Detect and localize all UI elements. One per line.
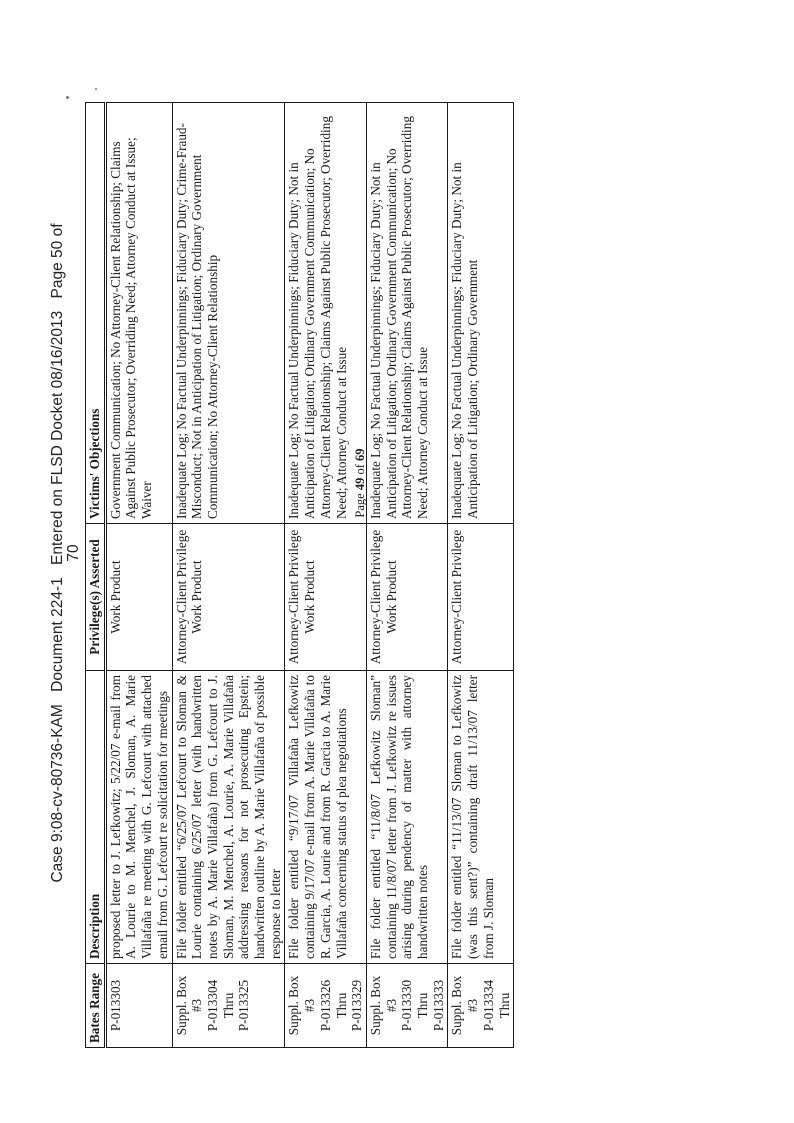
page-total-footer: 69	[353, 448, 367, 461]
scan-speck	[66, 96, 69, 99]
bates-range-cell	[448, 964, 514, 1048]
bates-range-cell	[172, 964, 285, 1048]
bates-range-cell	[105, 964, 172, 1048]
column-header-victims-objections: Victims' Objections	[86, 103, 106, 524]
privilege-cell	[172, 524, 285, 671]
page-of-label: Page 50 of	[49, 223, 66, 299]
table-row	[172, 103, 285, 1048]
bates-line: P-013304	[204, 979, 220, 1032]
description-cell: File folder entitled “6/25/07 Lefcourt to Sloman & Lourie containing 6/25/07 letter (with handwritten notes by A. Marie Villafaña) from G. Lefcourt to J. Sloman, M. Menchel, A. Lourie, A. Marie Villafaña addressing reasons for not prosecuting Epstein; handwritten outline by A. Marie Villafaña of possible response to letter	[172, 671, 285, 964]
bates-line: Thru	[496, 992, 512, 1019]
privilege-cell	[448, 524, 514, 671]
bates-line: P-013329	[349, 979, 365, 1032]
privilege-line: Work Product	[302, 560, 318, 634]
objections-cell: Inadequate Log; No Factual Underpinnings; Fiduciary Duty; Not in Anticipation of Litigation; Ordinary Government	[448, 103, 514, 524]
privilege-line: Work Product	[383, 560, 399, 634]
description-cell: File folder entitled “11/8/07 Lefkowitz Sloman” containing 11/8/07 letter from J. Lefkowitz re issues arising during pendency of matter with attorney handwritten notes	[366, 671, 448, 964]
bates-range-cell	[366, 964, 448, 1048]
bates-line: Thru	[333, 992, 349, 1019]
of-word: of	[353, 464, 367, 475]
docket-header-stamp	[50, 213, 82, 893]
table-row	[285, 103, 367, 1048]
bates-line: Suppl. Box #3	[449, 975, 481, 1036]
objections-cell: Inadequate Log; No Factual Underpinnings; Fiduciary Duty; Crime-Fraud-Misconduct; Not in Anticipation of Litigation; Ordinary Government Communication; No Attorney-Client Relationship	[172, 103, 285, 524]
table-row	[448, 103, 514, 1048]
column-header-description: Description	[86, 671, 106, 964]
page-word: Page	[353, 493, 367, 518]
bates-line: Thru	[220, 992, 236, 1019]
docket-entry: Entered on FLSD Docket 08/16/2013	[49, 310, 66, 565]
page-footer	[353, 413, 368, 553]
privilege-log-table	[85, 102, 514, 1048]
objections-cell: Inadequate Log; No Factual Underpinnings; Fiduciary Duty; Not in Anticipation of Litigation; Ordinary Government Communication; No Attorney-Client Relationship; Claims Against Public Prosecutor; Overriding Need; Attorney Conduct at Issue	[285, 103, 367, 524]
bates-line: Suppl. Box #3	[367, 975, 399, 1036]
privilege-line: Attorney-Client Privilege	[173, 529, 189, 665]
case-number: Case 9:08-cv-80736-KAM	[49, 704, 66, 883]
privilege-line: Attorney-Client Privilege	[286, 529, 302, 665]
privilege-log-table-container	[85, 103, 514, 1048]
bates-line: P-013330	[399, 979, 415, 1032]
table-header-row	[86, 103, 106, 1048]
privilege-line: Attorney-Client Privilege	[367, 529, 383, 665]
bates-line: P-013326	[317, 979, 333, 1032]
bates-line: P-013303	[107, 979, 123, 1032]
bates-line: Suppl. Box #3	[173, 975, 205, 1036]
bates-line: P-013325	[236, 979, 252, 1032]
scan-speck	[95, 88, 97, 90]
table-row	[105, 103, 172, 1048]
column-header-privileges: Privilege(s) Asserted	[86, 524, 106, 671]
privilege-cell	[366, 524, 448, 671]
bates-line: Suppl. Box #3	[286, 975, 318, 1036]
privilege-cell	[105, 524, 172, 671]
bates-range-cell	[285, 964, 367, 1048]
bates-line: P-013334	[480, 979, 496, 1032]
description-cell: File folder entitled “11/13/07 Sloman to Lefkowitz (was this sent?)” containing draft 11/13/07 letter from J. Sloman	[448, 671, 514, 964]
privilege-line: Work Product	[107, 560, 123, 634]
privilege-line: Attorney-Client Privilege	[449, 529, 465, 665]
description-cell: proposed letter to J. Lefkowitz; 5/22/07 e-mail from A. Lourie to M. Menchel, J. Sloman, A. Marie Villafaña re meeting with G. Lefcourt with attached email from G. Lefcourt re solicitation for meetings	[105, 671, 172, 964]
description-cell: File folder entitled “9/17/07 Villafaña Lefkowitz containing 9/17/07 e-mail from A. Marie Villafaña to R. Garcia, A. Lourie and from R. Garcia to A. Marie Villafaña concerning status of plea negotiations	[285, 671, 367, 964]
bates-line: P-013333	[430, 979, 446, 1032]
page-total: 70	[65, 544, 82, 562]
objections-cell: Government Communication; No Attorney-Client Relationship; Claims Against Public Prosecutor; Overriding Need; Attorney Conduct at Issue; Waiver	[105, 103, 172, 524]
page-current: 49	[353, 477, 367, 491]
document-number: Document 224-1	[49, 577, 66, 692]
privilege-line: Work Product	[189, 560, 205, 634]
table-row	[366, 103, 448, 1048]
objections-cell: Inadequate Log; No Factual Underpinnings; Fiduciary Duty; Not in Anticipation of Litigation; Ordinary Government Communication; No Attorney-Client Relationship; Claims Against Public Prosecutor; Overriding Need; Attorney Conduct at Issue	[366, 103, 448, 524]
column-header-bates-range: Bates Range	[86, 964, 106, 1048]
bates-line: Thru	[415, 992, 431, 1019]
